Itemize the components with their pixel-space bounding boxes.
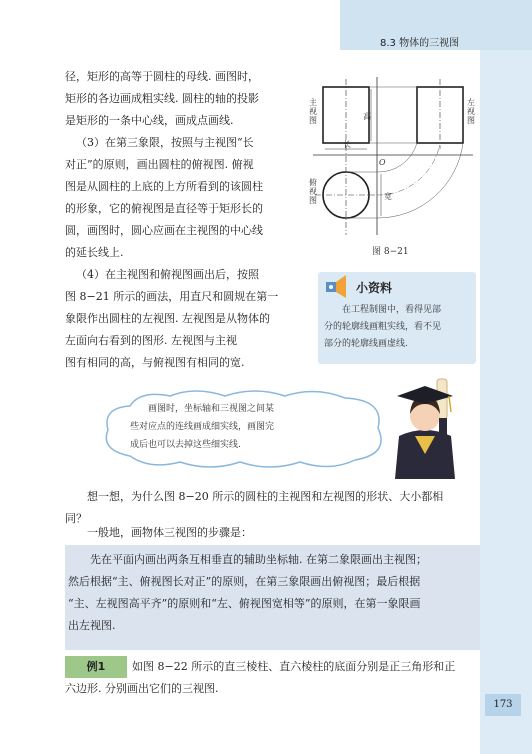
para2-line: 对正”的原则，画出圆柱的俯视图. 俯视 <box>65 158 254 171</box>
para3-line: （4）在主视图和俯视图画出后，按照 <box>76 268 259 281</box>
para3-line: 象限作出圆柱的左视图. 左视图是从物体的 <box>65 312 270 325</box>
example-tag: 例1 <box>65 656 127 678</box>
paragraph-2 <box>65 132 305 264</box>
transfer-arc <box>377 143 463 218</box>
note-line: 在工程制图中，看得见部 <box>342 305 442 315</box>
main-view-label: 主视图 <box>309 98 317 125</box>
step-line: 然后根据“主、俯视图长对正”的原则，在第三象限画出俯视图；最后根据 <box>68 575 421 588</box>
think-line: 同？ <box>65 512 87 525</box>
note-content <box>324 302 474 353</box>
length-label: 长 <box>343 140 351 149</box>
note-title: 小资料 <box>356 281 393 295</box>
cloud-line: 些对应点的连线画成细实线，画图完 <box>130 422 275 432</box>
para3-line: 图 8−21 所示的画法，用直尺和圆规在第一 <box>65 290 279 303</box>
cloud-line: 成后也可以去掉这些细实线. <box>130 440 241 450</box>
top-view-label: 俯视图 <box>309 178 317 205</box>
para2-line: 的延长线上. <box>65 246 124 259</box>
para3-line: 左面向右看到的图形. 左视图与主视 <box>65 334 237 347</box>
transfer-arc-center <box>377 143 440 195</box>
width-label: 宽 <box>384 192 392 201</box>
para2-line: （3）在第三象限，按照与主视图“长 <box>76 136 254 149</box>
graduate-student-illustration <box>375 374 475 479</box>
para2-line: 圆，画图时，圆心应画在主视图的中心线 <box>65 224 263 237</box>
origin-label: O <box>379 158 386 167</box>
note-line: 部分的轮廓线画虚线. <box>324 339 408 349</box>
step-line: 先在平面内画出两条互相垂直的辅助坐标轴. 在第二象限画出主视图； <box>90 553 427 566</box>
three-view-figure <box>305 75 475 240</box>
para1-line: 径，矩形的高等于圆柱的母线. 画图时， <box>65 70 259 83</box>
general-statement: 一般地，画物体三视图的步骤是： <box>87 526 252 539</box>
height-label: 高 <box>363 112 371 121</box>
step-line: “主、左视图高平齐”的原则和“左、俯视图宽相等”的原则，在第一象限画 <box>68 597 421 610</box>
para1-line: 是矩形的一条中心线，画成点画线. <box>65 114 234 127</box>
example-line: 如图 8−22 所示的直三棱柱、直六棱柱的底面分别是正三角形和正 <box>132 660 456 673</box>
note-line: 分的轮廓线画粗实线，看不见 <box>324 322 442 332</box>
cloud-line: 画图时，坐标轴和三视图之间某 <box>148 404 275 414</box>
example-text-continued <box>65 678 480 700</box>
cloud-text <box>130 400 380 454</box>
example-line: 六边形. 分别画出它们的三视图. <box>65 682 219 695</box>
think-line: 想一想，为什么图 8−20 所示的圆柱的主视图和左视图的形状、大小都相 <box>87 490 444 503</box>
example-text <box>132 656 482 678</box>
para1-line: 矩形的各边画成粗实线. 圆柱的轴的投影 <box>65 92 259 105</box>
para2-line: 的形象，它的俯视图是直径等于矩形长的 <box>65 202 263 215</box>
steps-text <box>68 549 478 637</box>
left-view-label: 左视图 <box>467 98 475 125</box>
side-margin-strip <box>480 50 532 754</box>
figure-caption: 图 8−21 <box>372 247 409 257</box>
page-number: 173 <box>485 694 521 716</box>
paragraph-1 <box>65 66 305 132</box>
para3-line: 图有相同的高，与俯视图有相同的宽. <box>65 356 245 369</box>
para2-line: 图是从圆柱的上底的上方所看到的该圆柱 <box>65 180 263 193</box>
speaker-icon <box>322 272 352 298</box>
section-title: 8.3 物体的三视图 <box>380 38 460 49</box>
paragraph-3 <box>65 264 310 374</box>
step-line: 出左视图. <box>68 619 116 632</box>
